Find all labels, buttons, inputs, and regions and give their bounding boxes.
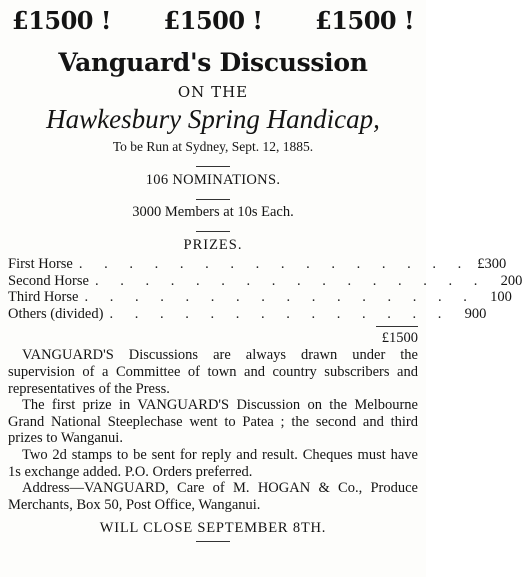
divider	[196, 541, 230, 542]
banner-amount-right: £1500 !	[315, 6, 414, 35]
event-title: Hawkesbury Spring Handicap,	[46, 104, 380, 134]
prize-table	[8, 256, 522, 347]
prize-amount: £300	[477, 256, 507, 272]
closing-notice: WILL CLOSE SEPTEMBER 8TH.	[99, 520, 327, 537]
prize-row	[8, 256, 507, 273]
banner-amount-left: £1500 !	[12, 6, 111, 35]
paragraph: Address—VANGUARD, Care of M. HOGAN & Co., Produce Merchants, Box 50, Post Office, Wanganui.	[8, 480, 418, 513]
prize-label: Others (divided)	[8, 305, 104, 322]
leader-dots: . . . . . . . . . . . . . . . .	[84, 289, 476, 306]
prizes-heading: PRIZES.	[183, 237, 243, 253]
headline: Vanguard's Discussion	[58, 48, 368, 77]
nominations-line: 106 NOMINATIONS.	[145, 172, 281, 188]
leader-dots: . . . . . . . . . . . . . . . .	[78, 256, 471, 272]
banner-amount-center: £1500 !	[163, 6, 263, 35]
prize-row	[8, 272, 522, 290]
leader-dots: . . . . . . . . . . . . . .	[109, 305, 451, 322]
members-line: 3000 Members at 10s Each.	[132, 204, 294, 220]
prize-label: Second Horse	[8, 272, 89, 289]
run-date-line: To be Run at Sydney, Sept. 12, 1885.	[112, 139, 314, 154]
paragraph: VANGUARD'S Discussions are always drawn under the supervision of a Committee of town and country subscribers and representatives of the Press.	[8, 347, 418, 397]
prize-amount: 200	[500, 272, 522, 289]
total-rule	[376, 326, 418, 327]
divider	[196, 199, 230, 200]
prize-banner	[8, 6, 418, 36]
paragraph: The first prize in VANGUARD'S Discussion on the Melbourne Grand National Steeplechase went to Patea ; the second and third prizes to Wanganui.	[8, 397, 418, 447]
paragraph: Two 2d stamps to be sent for reply and result. Cheques must have 1s exchange added. P.O. Orders preferred.	[8, 446, 418, 480]
prize-label: First Horse	[8, 256, 73, 272]
prize-total: £1500	[381, 330, 418, 347]
on-the-line: ON THE	[177, 83, 249, 101]
leader-dots: . . . . . . . . . . . . . . . .	[94, 272, 487, 289]
prize-row	[8, 305, 487, 323]
prize-amount: 100	[490, 289, 512, 306]
prize-amount: 900	[464, 305, 487, 322]
body-text	[8, 347, 418, 513]
prize-label: Third Horse	[8, 289, 79, 306]
divider	[196, 166, 230, 167]
prize-row	[8, 289, 512, 306]
divider	[196, 231, 230, 232]
